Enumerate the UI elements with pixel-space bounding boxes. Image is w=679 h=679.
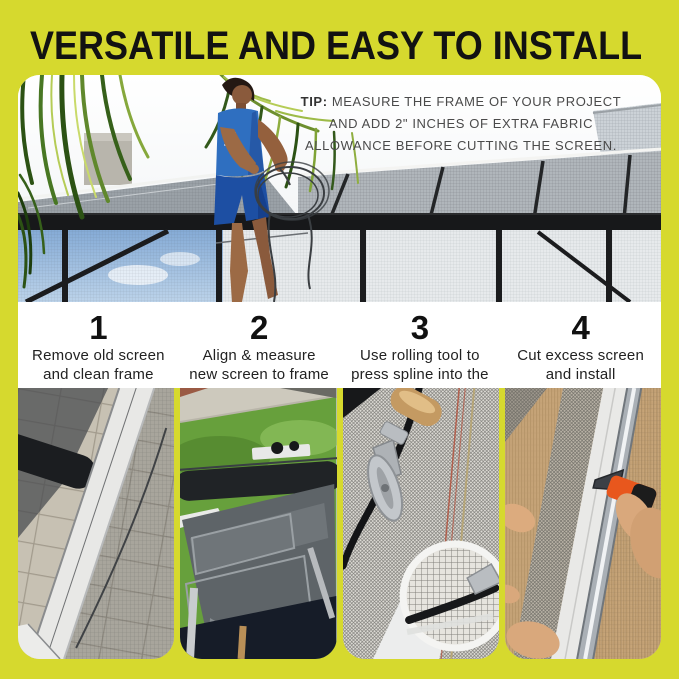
step-2 — [179, 302, 340, 388]
step-4-number: 4 — [571, 309, 590, 346]
step-1 — [18, 302, 179, 388]
step-4-label-line-2: and install — [545, 366, 616, 383]
photo-step-4-cut-excess — [505, 388, 661, 659]
photo-step-1-remove-old-screen — [18, 388, 174, 659]
step-2-label-line-1: Align & measure — [202, 347, 316, 364]
step-1-label-line-1: Remove old screen — [32, 347, 165, 364]
tip-label: TIP: — [300, 94, 328, 109]
step-3-label-line-2: press spline into the — [351, 366, 489, 383]
main-install-photo — [18, 75, 661, 302]
step-4 — [500, 302, 661, 388]
step-3 — [340, 302, 501, 388]
steps-band — [18, 302, 661, 388]
page-title: VERSATILE AND EASY TO INSTALL — [30, 22, 643, 68]
screen-roll-on-table-illustration — [180, 388, 336, 659]
photo-step-2-align-measure — [180, 388, 336, 659]
tip-line-3: ALLOWANCE BEFORE CUTTING THE SCREEN. — [305, 138, 617, 153]
tip-line-1: TIP: MEASURE THE FRAME OF YOUR PROJECT — [300, 94, 622, 109]
measurement-tip — [275, 91, 647, 157]
step-3-number: 3 — [410, 309, 430, 346]
old-frame-on-pavers-illustration — [18, 388, 174, 659]
step-1-number: 1 — [89, 309, 108, 346]
step-4-label-line-1: Cut excess screen — [517, 347, 645, 364]
photo-step-3-rolling-tool — [343, 388, 499, 659]
step-2-label-line-2: new screen to frame — [189, 366, 329, 383]
inset-closeup-circle — [403, 544, 499, 648]
step-photos-row — [18, 388, 661, 659]
tip-line-2: AND ADD 2" INCHES OF EXTRA FABRIC — [328, 116, 594, 131]
utility-knife-cutting-illustration — [505, 388, 661, 659]
step-2-number: 2 — [249, 309, 269, 346]
step-1-label-line-2: and clean frame — [43, 366, 154, 383]
spline-roller-illustration — [343, 388, 499, 659]
step-3-label-line-1: Use rolling tool to — [360, 347, 480, 364]
